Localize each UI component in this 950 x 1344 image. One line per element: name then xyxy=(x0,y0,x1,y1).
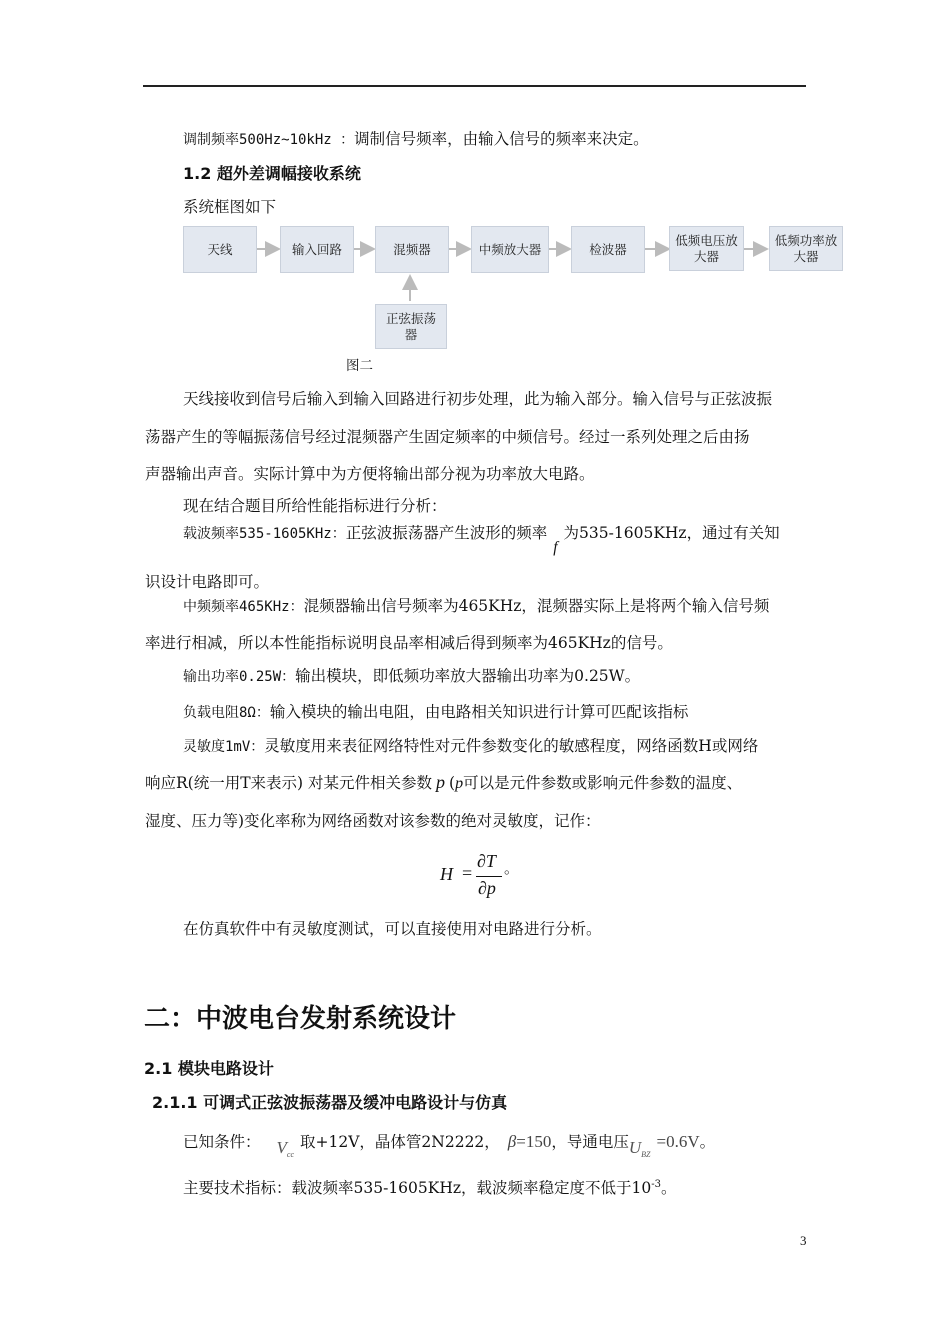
para-tech-spec: 主要技术指标：载波频率535-1605KHz，载波频率稳定度不低于$10^{-3}$。 xyxy=(183,1178,677,1197)
section-2-1-1-heading: 2.1.1 可调式正弦波振荡器及缓冲电路设计与仿真 xyxy=(152,1093,508,1112)
block-if-amplifier: 中频放大器 xyxy=(471,226,549,273)
para-sensitivity: 灵敏度1mV：灵敏度用来表征网络特性对元件参数变化的敏感程度，网络函数H或网络 xyxy=(183,737,759,755)
para-ifreq: 中频频率465KHz：混频器输出信号频率为465KHz，混频器实际上是将两个输入信号频 xyxy=(183,597,770,615)
block-lf-power-amplifier: 低频功率放大器 xyxy=(769,226,843,271)
para-ifreq-cont: 率进行相减，所以本性能指标说明良品率相减后得到频率为465KHz的信号。 xyxy=(145,634,673,652)
block-detector: 检波器 xyxy=(571,226,645,273)
figure-caption: 图二 xyxy=(346,358,373,374)
para-load: 负载电阻8Ω：输入模块的输出电阻，由电路相关知识进行计算可匹配该指标 xyxy=(183,703,689,721)
block-mixer: 混频器 xyxy=(375,226,449,273)
para-power: 输出功率0.25W：输出模块，即低频功率放大器输出功率为0.25W。 xyxy=(183,667,641,685)
para-known: 已知条件： $V_{cc}$取+12V，晶体管2N2222， β=150，导通电压$U_{BZ}=0.6V$。 xyxy=(183,1132,716,1160)
para-carrier: 载波频率535-1605KHz：正弦波振荡器产生波形的频率f为535-1605KHz，通过有关知 xyxy=(183,524,780,556)
block-antenna: 天线 xyxy=(183,226,257,273)
header-rule xyxy=(143,85,806,87)
diagram-intro: 系统框图如下 xyxy=(183,198,277,216)
para-sensitivity-line-3: 湿度、压力等)变化率称为网络函数对该参数的绝对灵敏度，记作： xyxy=(145,812,601,830)
section-2-1-heading: 2.1 模块电路设计 xyxy=(144,1059,274,1078)
fraction-bar xyxy=(476,876,502,877)
para-antenna-line-3: 声器输出声音。实际计算中为方便将输出部分视为功率放大电路。 xyxy=(145,465,595,483)
block-sine-oscillator: 正弦振荡器 xyxy=(375,304,447,349)
chapter-2-heading: 二：中波电台发射系统设计 xyxy=(144,1004,457,1034)
section-1-2-heading: 1.2 超外差调幅接收系统 xyxy=(183,164,361,183)
para-mod-freq: 调制频率500Hz~10kHz ：调制信号频率，由输入信号的频率来决定。 xyxy=(183,130,649,148)
block-input-circuit: 输入回路 xyxy=(280,226,354,273)
para-carrier-cont: 识设计电路即可。 xyxy=(145,573,270,591)
block-lf-voltage-amplifier: 低频电压放大器 xyxy=(669,226,744,271)
para-antenna-line-2: 荡器产生的等幅振荡信号经过混频器产生固定频率的中频信号。经过一系列处理之后由扬 xyxy=(145,428,750,446)
page-number: 3 xyxy=(800,1233,807,1248)
para-sensitivity-line-2: 响应R(统一用T来表示) 对某元件相关参数 p (p可以是元件参数或影响元件参数的温度、 xyxy=(145,772,743,792)
para-simulation: 在仿真软件中有灵敏度测试，可以直接使用对电路进行分析。 xyxy=(183,920,602,938)
para-analysis: 现在结合题目所给性能指标进行分析： xyxy=(183,497,447,515)
para-antenna-line-1: 天线接收到信号后输入到输入回路进行初步处理，此为输入部分。输入信号与正弦波振 xyxy=(183,390,773,408)
